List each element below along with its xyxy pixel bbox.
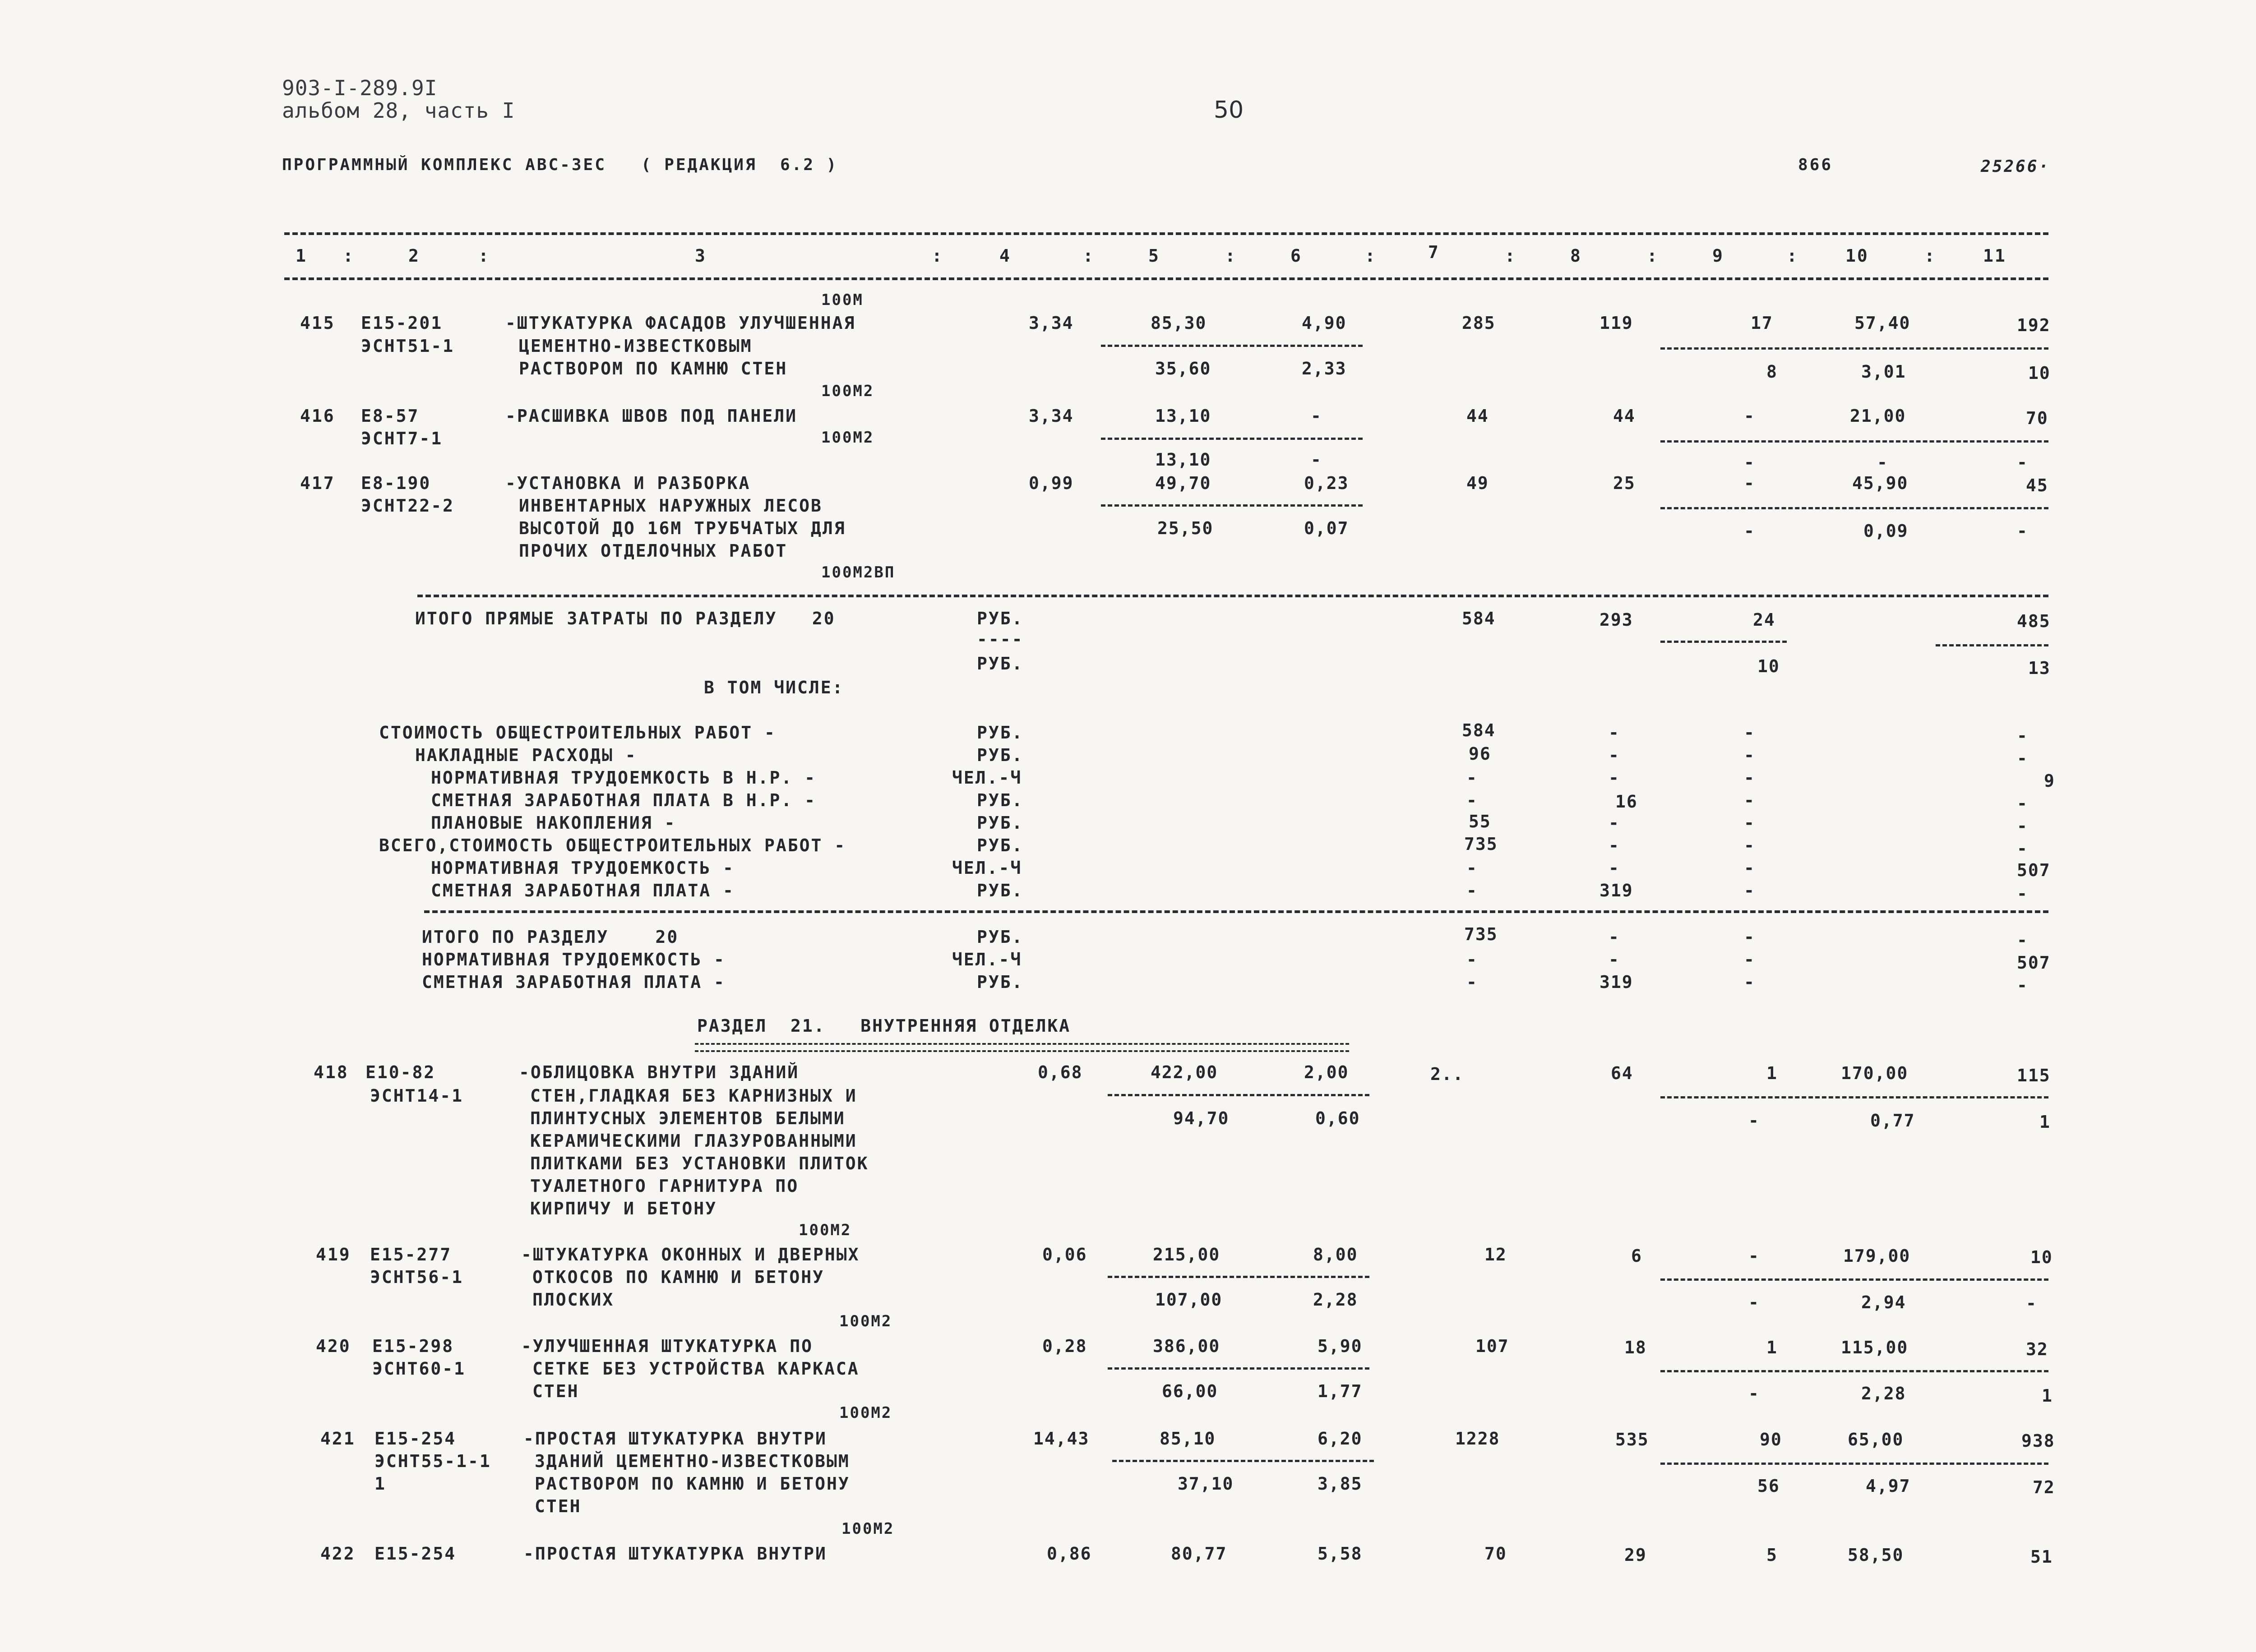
unit-price-wages: 25,50 xyxy=(1157,518,1214,538)
machine-wages-total: - xyxy=(1744,452,1755,472)
header-rule-top xyxy=(284,232,2048,235)
col-11-header: 11 xyxy=(1983,246,2006,266)
subtotal-rule xyxy=(1936,644,2048,646)
section-total-value: - xyxy=(2017,930,2028,950)
labor-hours-total: 192 xyxy=(2017,315,2051,335)
unit-label: 100М2 xyxy=(839,1312,892,1330)
unit-price: 49,70 xyxy=(1155,473,1211,493)
work-description: -УСТАНОВКА И РАЗБОРКА xyxy=(505,473,751,493)
section-total-value: - xyxy=(1466,950,1478,969)
rate-code: Е8-190 xyxy=(361,473,431,493)
labor-hours-total: 115 xyxy=(2017,1066,2051,1085)
work-description: ОТКОСОВ ПО КАМНЮ И БЕТОНУ xyxy=(532,1267,824,1287)
total-cost: 285 xyxy=(1462,313,1496,333)
col-8-header: 8 xyxy=(1570,246,1582,266)
unit-price: 85,30 xyxy=(1151,313,1207,333)
unit-price-wages: 13,10 xyxy=(1155,450,1211,470)
direct-labor-cost: 293 xyxy=(1600,610,1633,630)
labor-cost: 6 xyxy=(1631,1246,1642,1266)
labor-hours-machine-total: - xyxy=(2017,521,2028,541)
machine-cost: 0,23 xyxy=(1304,473,1349,493)
row-number: 418 xyxy=(314,1062,349,1082)
unit-price: 13,10 xyxy=(1155,406,1211,426)
labor-hours-machine-total: - xyxy=(2017,452,2028,472)
machine-wages-total: 56 xyxy=(1757,1476,1780,1496)
col-2-header: 2 xyxy=(408,246,420,266)
quantity: 3,34 xyxy=(1029,313,1074,333)
quantity: 0,86 xyxy=(1047,1544,1092,1564)
code-25266: 25266· xyxy=(1981,157,2051,176)
unit-label: 100М2ВП xyxy=(821,563,896,581)
section-total-value: - xyxy=(1744,972,1755,992)
subtotal-rule xyxy=(1660,1096,2048,1098)
labor-hours: 21,00 xyxy=(1850,406,1906,426)
col-sep: : xyxy=(1787,246,1798,266)
labor-hours-total: 938 xyxy=(2021,1431,2055,1451)
breakdown-value: - xyxy=(1744,813,1755,833)
total-cost: 49 xyxy=(1466,473,1489,493)
unit-label: 100М xyxy=(821,291,864,309)
total-cost: 107 xyxy=(1475,1336,1509,1356)
breakdown-value: - xyxy=(1609,745,1620,765)
subtotal-rule xyxy=(1660,1463,2048,1465)
work-description: -УЛУЧШЕННАЯ ШТУКАТУРКА ПО xyxy=(521,1336,813,1356)
row-number: 416 xyxy=(300,406,335,426)
work-description: ВЫСОТОЙ ДО 16М ТРУБЧАТЫХ ДЛЯ xyxy=(519,518,846,538)
subtotal-rule xyxy=(1660,641,1787,643)
resource-code: ЭСНТ55-1-1 xyxy=(374,1451,491,1471)
machine-wages: 0,60 xyxy=(1315,1108,1360,1128)
total-cost: 12 xyxy=(1484,1245,1507,1264)
unit-price-wages: 37,10 xyxy=(1178,1474,1234,1494)
labor-hours-machine: 2,94 xyxy=(1861,1292,1906,1312)
work-description: -ШТУКАТУРКА ФАСАДОВ УЛУЧШЕННАЯ xyxy=(505,313,856,333)
row-number: 420 xyxy=(316,1336,351,1356)
machine-total: 1 xyxy=(1766,1063,1778,1083)
breakdown-unit: РУБ. xyxy=(977,881,1024,900)
rate-code: Е10-82 xyxy=(365,1062,436,1082)
breakdown-value: 584 xyxy=(1462,720,1496,740)
breakdown-value: - xyxy=(1744,768,1755,788)
total-cost: 70 xyxy=(1484,1544,1507,1564)
labor-hours: 179,00 xyxy=(1843,1246,1911,1266)
subtotal-rule xyxy=(1108,1367,1369,1370)
section-total-value: 319 xyxy=(1600,972,1633,992)
breakdown-value: - xyxy=(2017,726,2028,746)
machine-total: - xyxy=(1744,473,1755,493)
breakdown-value: - xyxy=(2017,816,2028,836)
machine-wages-total: 8 xyxy=(1766,362,1778,382)
breakdown-value: - xyxy=(2017,794,2028,813)
section-total-value: 507 xyxy=(2017,953,2051,973)
section-total-label: СМЕТНАЯ ЗАРАБОТНАЯ ПЛАТА - xyxy=(422,972,726,992)
col-10-header: 10 xyxy=(1845,246,1869,266)
machine-cost: 8,00 xyxy=(1313,1245,1358,1264)
breakdown-value: - xyxy=(1744,790,1755,810)
col-4-header: 4 xyxy=(999,246,1011,266)
col-sep: : xyxy=(1225,246,1237,266)
work-description: ПРОЧИХ ОТДЕЛОЧНЫХ РАБОТ xyxy=(519,541,788,561)
quantity: 14,43 xyxy=(1033,1429,1090,1449)
unit-label: 100М2 xyxy=(821,429,874,447)
breakdown-value: - xyxy=(1609,723,1620,743)
rate-code: Е15-254 xyxy=(374,1429,457,1449)
machine-wages: 1,77 xyxy=(1318,1381,1363,1401)
labor-cost: 535 xyxy=(1615,1430,1649,1449)
direct-labor-hours: 485 xyxy=(2017,611,2051,631)
rate-code: Е15-201 xyxy=(361,313,443,333)
labor-hours-machine: - xyxy=(1877,452,1888,472)
subtotal-rule xyxy=(1108,1094,1369,1096)
work-description: СТЕН xyxy=(532,1381,579,1401)
breakdown-label: ПЛАНОВЫЕ НАКОПЛЕНИЯ - xyxy=(431,813,676,833)
section-heading-underline xyxy=(695,1043,1349,1052)
section-total-label: ИТОГО ПО РАЗДЕЛУ 20 xyxy=(422,927,679,947)
breakdown-unit: РУБ. xyxy=(977,835,1024,855)
col-sep: : xyxy=(1647,246,1659,266)
machine-cost: - xyxy=(1311,406,1322,426)
row-number: 419 xyxy=(316,1245,351,1264)
work-description: КИРПИЧУ И БЕТОНУ xyxy=(530,1199,717,1218)
unit-price: 215,00 xyxy=(1153,1245,1220,1264)
section-total-value: - xyxy=(1744,950,1755,969)
direct-labor-hours-machine: 13 xyxy=(2028,658,2051,678)
machine-wages: 3,85 xyxy=(1318,1474,1363,1494)
breakdown-unit: РУБ. xyxy=(977,813,1024,833)
breakdown-value: 55 xyxy=(1469,812,1491,831)
machine-wages-total: - xyxy=(1744,521,1755,541)
breakdown-label: НАКЛАДНЫЕ РАСХОДЫ - xyxy=(415,745,637,765)
col-6-header: 6 xyxy=(1290,246,1302,266)
totals-rule xyxy=(417,595,2048,597)
section-total-value: - xyxy=(2017,975,2028,995)
section-total-unit: РУБ. xyxy=(977,927,1024,947)
breakdown-unit: РУБ. xyxy=(977,723,1024,743)
work-description: ПЛОСКИХ xyxy=(532,1290,615,1310)
breakdown-unit: ЧЕЛ.-Ч xyxy=(952,768,1022,788)
work-description: ПЛИНТУСНЫХ ЭЛЕМЕНТОВ БЕЛЫМИ xyxy=(530,1108,846,1128)
breakdown-unit: ЧЕЛ.-Ч xyxy=(952,858,1022,878)
col-sep: : xyxy=(1365,246,1377,266)
labor-hours-machine: 4,97 xyxy=(1866,1476,1911,1496)
breakdown-value: 9 xyxy=(2044,771,2055,791)
resource-code: ЭСНТ22-2 xyxy=(361,496,455,516)
row-number: 422 xyxy=(320,1544,356,1564)
work-description: -ПРОСТАЯ ШТУКАТУРКА ВНУТРИ xyxy=(523,1429,827,1449)
labor-hours: 58,50 xyxy=(1848,1545,1904,1565)
resource-code: ЭСНТ60-1 xyxy=(372,1359,466,1379)
machine-total: - xyxy=(1748,1246,1760,1266)
labor-hours-machine: 0,77 xyxy=(1870,1111,1915,1131)
machine-total: 5 xyxy=(1766,1545,1778,1565)
labor-hours-machine-total: 72 xyxy=(2033,1477,2055,1497)
subtotal-rule xyxy=(1660,1370,2048,1372)
resource-code: ЭСНТ14-1 xyxy=(370,1086,464,1106)
breakdown-value: 319 xyxy=(1600,881,1633,900)
unit-label: 100М2 xyxy=(821,382,874,400)
code-866: 866 xyxy=(1798,156,1833,174)
breakdown-value: - xyxy=(1609,813,1620,833)
unit-price: 85,10 xyxy=(1160,1429,1216,1449)
breakdown-label: СМЕТНАЯ ЗАРАБОТНАЯ ПЛАТА - xyxy=(431,881,735,900)
direct-total-cost: 584 xyxy=(1462,609,1496,628)
breakdown-value: - xyxy=(1466,881,1478,900)
unit-price-wages: 66,00 xyxy=(1162,1381,1218,1401)
labor-hours-total: 32 xyxy=(2026,1339,2048,1359)
col-sep: : xyxy=(1505,246,1516,266)
labor-hours: 57,40 xyxy=(1854,313,1911,333)
currency-unit: РУБ. xyxy=(977,609,1024,628)
breakdown-value: - xyxy=(1609,835,1620,855)
rate-code: Е15-298 xyxy=(372,1336,454,1356)
labor-cost: 25 xyxy=(1613,473,1636,493)
work-description: СЕТКЕ БЕЗ УСТРОЙСТВА КАРКАСА xyxy=(532,1359,860,1379)
labor-cost: 18 xyxy=(1624,1338,1647,1357)
currency-unit: РУБ. xyxy=(977,654,1024,674)
col-sep: : xyxy=(1924,246,1936,266)
col-1-header: 1 xyxy=(296,246,307,266)
labor-hours-machine-total: 10 xyxy=(2028,363,2051,383)
rate-code: Е15-277 xyxy=(370,1245,452,1264)
machine-total: 17 xyxy=(1751,313,1773,333)
breakdown-value: 507 xyxy=(2017,860,2051,880)
section-total-unit: ЧЕЛ.-Ч xyxy=(952,950,1022,969)
work-description: ТУАЛЕТНОГО ГАРНИТУРА ПО xyxy=(530,1176,799,1196)
breakdown-label: НОРМАТИВНАЯ ТРУДОЕМКОСТЬ В Н.Р. - xyxy=(431,768,816,788)
unit-price-wages: 94,70 xyxy=(1173,1108,1230,1128)
breakdown-value: 16 xyxy=(1615,792,1638,812)
col-sep: : xyxy=(478,246,490,266)
machine-total: 1 xyxy=(1766,1338,1778,1357)
work-description: -РАСШИВКА ШВОВ ПОД ПАНЕЛИ xyxy=(505,406,797,426)
section-total-value: - xyxy=(1466,972,1478,992)
labor-cost: 64 xyxy=(1611,1063,1633,1083)
breakdown-value: - xyxy=(1744,745,1755,765)
machine-wages-total: - xyxy=(1748,1111,1760,1131)
machine-cost: 5,90 xyxy=(1318,1336,1363,1356)
subtotal-rule xyxy=(1108,1276,1369,1278)
subtotal-rule xyxy=(1660,1278,2048,1281)
subtotal-rule xyxy=(1660,507,2048,509)
machine-cost: 6,20 xyxy=(1318,1429,1363,1449)
direct-machine-wages: 10 xyxy=(1757,656,1780,676)
breakdown-value: - xyxy=(1609,858,1620,878)
breakdown-value: - xyxy=(1744,723,1755,743)
labor-hours-machine-total: - xyxy=(2026,1293,2037,1313)
including-heading: В ТОМ ЧИСЛЕ: xyxy=(704,678,844,697)
section-total-value: - xyxy=(1609,950,1620,969)
machine-wages-total: - xyxy=(1748,1384,1760,1403)
direct-costs-label: ИТОГО ПРЯМЫЕ ЗАТРАТЫ ПО РАЗДЕЛУ 20 xyxy=(415,609,836,628)
work-description: КЕРАМИЧЕСКИМИ ГЛАЗУРОВАННЫМИ xyxy=(530,1131,857,1151)
col-sep: : xyxy=(343,246,355,266)
labor-hours-total: 51 xyxy=(2030,1547,2053,1567)
breakdown-unit: РУБ. xyxy=(977,790,1024,810)
labor-cost: 44 xyxy=(1613,406,1636,426)
col-7-header: 7 xyxy=(1428,242,1440,262)
labor-hours-total: 10 xyxy=(2030,1247,2053,1267)
unit-price: 80,77 xyxy=(1171,1544,1227,1564)
subtotal-rule xyxy=(1101,345,1363,347)
machine-wages: 0,07 xyxy=(1304,518,1349,538)
unit-label: 100М2 xyxy=(799,1221,852,1239)
labor-hours-machine: 0,09 xyxy=(1863,521,1909,541)
quantity: 3,34 xyxy=(1029,406,1074,426)
row-number: 415 xyxy=(300,313,335,333)
section-total-value: - xyxy=(1744,927,1755,947)
unit-price-wages: 107,00 xyxy=(1155,1290,1223,1310)
breakdown-value: 735 xyxy=(1464,834,1498,854)
labor-hours-machine-total: 1 xyxy=(2039,1112,2051,1132)
rate-code: Е15-254 xyxy=(374,1544,457,1564)
breakdown-label: НОРМАТИВНАЯ ТРУДОЕМКОСТЬ - xyxy=(431,858,735,878)
work-description: РАСТВОРОМ ПО КАМНЮ И БЕТОНУ xyxy=(535,1474,850,1494)
resource-code: ЭСНТ51-1 xyxy=(361,336,455,356)
labor-cost: 119 xyxy=(1600,313,1633,333)
breakdown-label: СМЕТНАЯ ЗАРАБОТНАЯ ПЛАТА В Н.Р. - xyxy=(431,790,816,810)
quantity: 0,68 xyxy=(1038,1062,1083,1082)
section-heading: РАЗДЕЛ 21. ВНУТРЕННЯЯ ОТДЕЛКА xyxy=(697,1016,1071,1036)
section-total-rule xyxy=(424,910,2048,913)
machine-cost: 2,00 xyxy=(1304,1062,1349,1082)
work-description: РАСТВОРОМ ПО КАМНЮ СТЕН xyxy=(519,359,788,378)
machine-total: - xyxy=(1744,406,1755,426)
section-total-value: 735 xyxy=(1464,924,1498,944)
work-description: ЗДАНИЙ ЦЕМЕНТНО-ИЗВЕСТКОВЫМ xyxy=(535,1451,850,1471)
section-total-value: - xyxy=(1609,927,1620,947)
subtotal-rule xyxy=(1660,440,2048,443)
section-total-unit: РУБ. xyxy=(977,972,1024,992)
col-5-header: 5 xyxy=(1148,246,1160,266)
section-total-label: НОРМАТИВНАЯ ТРУДОЕМКОСТЬ - xyxy=(422,950,726,969)
machine-total: 90 xyxy=(1760,1430,1782,1449)
labor-hours: 115,00 xyxy=(1841,1338,1909,1357)
work-description: ИНВЕНТАРНЫХ НАРУЖНЫХ ЛЕСОВ xyxy=(519,496,823,516)
resource-code: ЭСНТ56-1 xyxy=(370,1267,464,1287)
breakdown-unit: РУБ. xyxy=(977,745,1024,765)
document-code: 903-I-289.9I xyxy=(282,76,438,100)
resource-code-suffix: 1 xyxy=(374,1474,386,1494)
quantity: 0,28 xyxy=(1042,1336,1087,1356)
breakdown-value: - xyxy=(1466,858,1478,878)
unit-price: 386,00 xyxy=(1153,1336,1220,1356)
work-description: -ШТУКАТУРКА ОКОННЫХ И ДВЕРНЫХ xyxy=(521,1245,860,1264)
col-3-header: 3 xyxy=(695,246,707,266)
labor-hours-total: 45 xyxy=(2026,475,2048,495)
labor-hours: 45,90 xyxy=(1852,473,1909,493)
unit-divider: ---- xyxy=(977,629,1024,649)
rate-code: Е8-57 xyxy=(361,406,420,426)
total-cost: 2.. xyxy=(1430,1064,1464,1084)
breakdown-value: 96 xyxy=(1469,744,1491,764)
machine-cost: 5,58 xyxy=(1318,1544,1363,1564)
breakdown-value: - xyxy=(2017,884,2028,904)
album-label: альбом 28, часть I xyxy=(282,98,515,123)
breakdown-value: - xyxy=(1744,835,1755,855)
quantity: 0,99 xyxy=(1029,473,1074,493)
unit-label: 100М2 xyxy=(839,1404,892,1422)
unit-price-wages: 35,60 xyxy=(1155,359,1211,378)
unit-price: 422,00 xyxy=(1151,1062,1218,1082)
machine-cost: 4,90 xyxy=(1302,313,1347,333)
work-description: СТЕН,ГЛАДКАЯ БЕЗ КАРНИЗНЫХ И xyxy=(530,1086,857,1106)
labor-hours-machine: 2,28 xyxy=(1861,1384,1906,1403)
breakdown-label: СТОИМОСТЬ ОБЩЕСТРОИТЕЛЬНЫХ РАБОТ - xyxy=(379,723,776,743)
col-sep: : xyxy=(1083,246,1095,266)
total-cost: 1228 xyxy=(1455,1429,1500,1449)
work-description: -ОБЛИЦОВКА ВНУТРИ ЗДАНИЙ xyxy=(519,1062,800,1082)
work-description: ПЛИТКАМИ БЕЗ УСТАНОВКИ ПЛИТОК xyxy=(530,1154,869,1173)
row-number: 417 xyxy=(300,473,335,493)
labor-hours: 170,00 xyxy=(1841,1063,1909,1083)
subtotal-rule xyxy=(1101,504,1363,507)
breakdown-value: - xyxy=(2017,839,2028,858)
breakdown-label: ВСЕГО,СТОИМОСТЬ ОБЩЕСТРОИТЕЛЬНЫХ РАБОТ - xyxy=(379,835,846,855)
breakdown-value: - xyxy=(1466,768,1478,788)
row-number: 421 xyxy=(320,1429,356,1449)
col-9-header: 9 xyxy=(1712,246,1724,266)
total-cost: 44 xyxy=(1466,406,1489,426)
labor-hours-machine: 3,01 xyxy=(1861,362,1906,382)
header-rule-bottom xyxy=(284,277,2048,280)
breakdown-value: - xyxy=(1466,790,1478,810)
page-number: 50 xyxy=(1214,97,1244,124)
subtotal-rule xyxy=(1660,347,2048,350)
machine-wages-total: - xyxy=(1748,1292,1760,1312)
labor-hours-total: 70 xyxy=(2026,408,2048,428)
work-description: -ПРОСТАЯ ШТУКАТУРКА ВНУТРИ xyxy=(523,1544,827,1564)
machine-wages: 2,28 xyxy=(1313,1290,1358,1310)
work-description: ЦЕМЕНТНО-ИЗВЕСТКОВЫМ xyxy=(519,336,753,356)
quantity: 0,06 xyxy=(1042,1245,1087,1264)
labor-hours: 65,00 xyxy=(1848,1430,1904,1449)
program-title: ПРОГРАММНЫЙ КОМПЛЕКС АВС-3ЕС ( РЕДАКЦИЯ 6.2 ) xyxy=(282,156,838,174)
direct-machine-cost: 24 xyxy=(1753,610,1775,630)
breakdown-value: - xyxy=(1744,858,1755,878)
breakdown-value: - xyxy=(1744,881,1755,900)
machine-wages: - xyxy=(1311,450,1322,470)
machine-wages: 2,33 xyxy=(1302,359,1347,378)
col-sep: : xyxy=(932,246,943,266)
resource-code: ЭСНТ7-1 xyxy=(361,429,443,448)
labor-hours-machine-total: 1 xyxy=(2042,1386,2053,1406)
subtotal-rule xyxy=(1112,1460,1374,1462)
subtotal-rule xyxy=(1101,438,1363,440)
breakdown-value: - xyxy=(2017,748,2028,768)
work-description: СТЕН xyxy=(535,1496,582,1516)
labor-cost: 29 xyxy=(1624,1545,1647,1565)
breakdown-value: - xyxy=(1609,768,1620,788)
unit-label: 100М2 xyxy=(841,1520,895,1538)
